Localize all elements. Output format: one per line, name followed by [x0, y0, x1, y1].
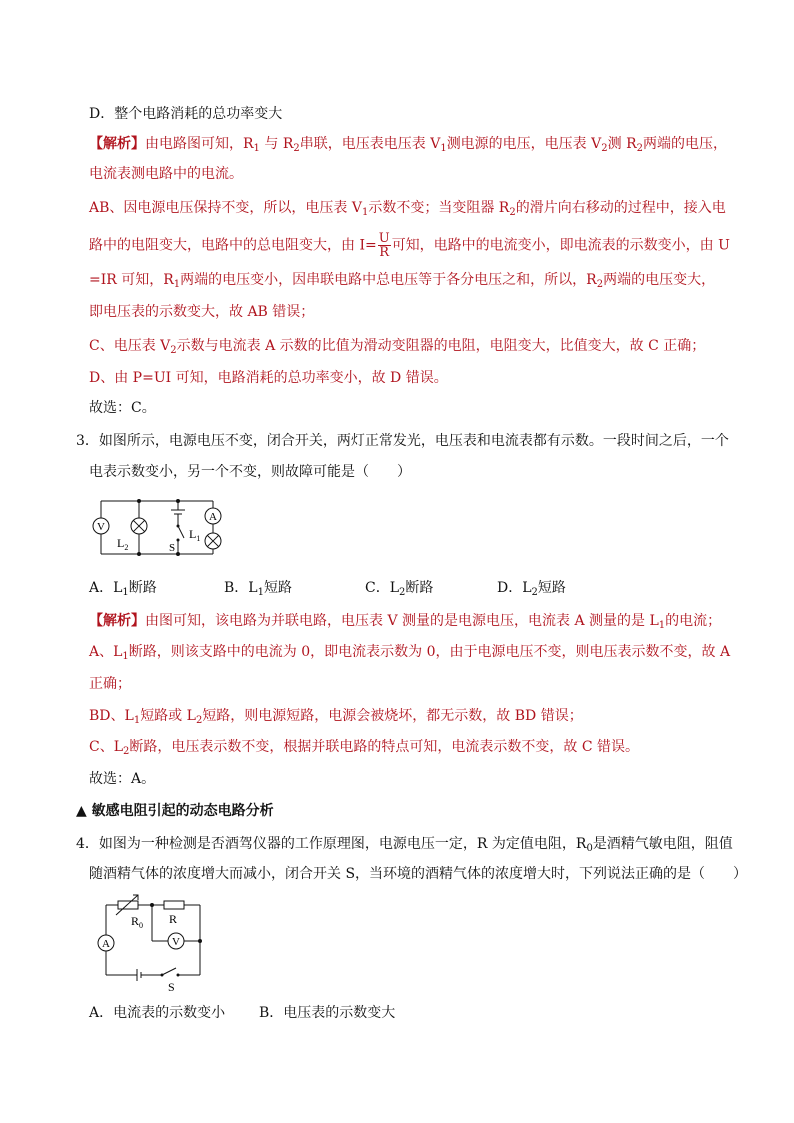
q3-a-line-1: A、$L_1$断路，则该支路中的电流为 0，即电流表示数为 0，由于电源电压不变，则电压表示数不变，故 A	[89, 644, 731, 662]
q3-option-a: A．$L_1$断路	[89, 580, 157, 598]
resistor-r0-label: $R_0$	[131, 914, 144, 930]
q3-circuit-diagram	[89, 496, 239, 566]
q2-ab-line-4: 即电压表的示数变大，故 AB 错误；	[89, 304, 315, 320]
q3-answer: 故选：A。	[89, 771, 156, 787]
switch-label: S	[168, 980, 175, 993]
analysis-tag: 【解析】	[89, 136, 145, 152]
q2-ab-line-3: =IR 可知，$R_1$两端的电压变小，因串联电路中总电压等于各分电压之和，所以，$R_2$两端的电压变大，	[89, 272, 716, 290]
ammeter-label: A	[209, 511, 217, 523]
l2-label: $L_2$	[117, 536, 129, 552]
section-title: ▲ 敏感电阻引起的动态电路分析	[76, 803, 274, 819]
l1-label: $L_1$	[189, 527, 201, 543]
q4-circuit-diagram	[92, 893, 222, 993]
q2-ab-line-2: 路中的电阻变大，电路中的总电阻变大，由 I= $\frac{U}{R}$ 可知，电路中的电流变小，即电流表的示数变小，由 U	[89, 231, 730, 260]
q3-bd-line: BD、$L_1$短路或 $L_2$短路，则电源短路，电源会被烧坏，都无示数，故 BD 错误；	[89, 708, 583, 726]
q2-analysis-line-2: 电流表测电路中的电流。	[89, 166, 243, 182]
q4-option-b: B．电压表的示数变大	[259, 1005, 396, 1021]
q2-option-d: D．整个电路消耗的总功率变大	[89, 106, 283, 122]
switch-label: S	[169, 542, 176, 554]
voltmeter-label: V	[97, 521, 105, 533]
q2-ab-line-1: AB、因电源电压保持不变，所以，电压表 $V_1$示数不变；当变阻器 $R_2$的滑片向右移动的过程中，接入电	[89, 200, 726, 218]
resistor-r-label: R	[169, 912, 178, 926]
q3-c-line: C、$L_2$断路，电压表示数不变，根据并联电路的特点可知，电流表示数不变，故 C 错误。	[89, 739, 640, 757]
q2-analysis-line-1: 【解析】由电路图可知，$R_1$ 与 $R_2$串联，电压表电压表 $V_1$测电源的电压，电压表 $V_2$测 $R_2$两端的电压，	[89, 136, 727, 154]
q3-stem-line-1: 3．如图所示，电源电压不变，闭合开关，两灯正常发光，电压表和电流表都有示数。一段时间之后，一个	[76, 433, 729, 449]
q2-d-line: D、由 P=UI 可知，电路消耗的总功率变小，故 D 错误。	[89, 370, 448, 386]
q2-answer: 故选：C。	[89, 400, 156, 416]
q3-analysis-line-1: 【解析】由图可知，该电路为并联电路，电压表 V 测量的是电源电压，电流表 A 测量的是 $L_1$的电流；	[89, 613, 722, 631]
q3-option-b: B．$L_1$短路	[224, 580, 292, 598]
q2-c-line: C、电压表 $V_2$示数与电流表 A 示数的比值为滑动变阻器的电阻，电阻变大，比值变大，故 C 正确；	[89, 338, 706, 356]
voltmeter-label: V	[172, 936, 180, 948]
q3-a-line-2: 正确；	[89, 676, 131, 692]
q3-stem-line-2: 电表示数变小，另一个不变，则故障可能是（ ）	[89, 464, 411, 480]
ammeter-label: A	[102, 938, 110, 950]
q4-stem-line-2: 随酒精气体的浓度增大而减小，闭合开关 S，当环境的酒精气体的浓度增大时，下列说法正确的是（ ）	[89, 866, 748, 882]
fraction-u-over-r: $\frac{U}{R}$	[378, 231, 390, 260]
q4-option-a: A．电流表的示数变小	[89, 1005, 226, 1021]
q4-stem-line-1: 4．如图为一种检测是否酒驾仪器的工作原理图，电源电压一定，R 为定值电阻，$R_0$是酒精气敏电阻，阻值	[76, 836, 733, 854]
q3-option-d: D．$L_2$短路	[497, 580, 566, 598]
q3-option-c: C．$L_2$断路	[365, 580, 434, 598]
